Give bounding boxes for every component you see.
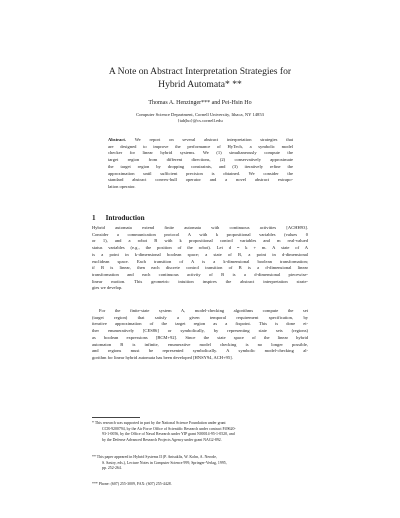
body-line: and regions must be represented symbolically. A symbolic model-checking al- bbox=[92, 348, 308, 354]
affiliation-line: Computer Science Department, Cornell University, Ithaca, NY 14853 bbox=[136, 112, 264, 117]
body-line: For the finite-state system A, model-checking algorithms compute the set bbox=[99, 308, 308, 313]
footnote-line: *** Phone: (607) 255-3009, FAX: (607) 255-4428. bbox=[92, 482, 172, 486]
footnote-contact bbox=[92, 482, 308, 488]
abstract-line: lation operator. bbox=[108, 183, 136, 189]
footnote-line: * This research was supported in part by the National Science Foundation under grant bbox=[92, 421, 226, 425]
body-line: if B is linear, then each discrete control transition of B is a d-dimensional linear bbox=[92, 265, 308, 271]
footnote-line: CCR-9200794, by the Air Force Office of Scientific Research under contract F49620- bbox=[102, 426, 236, 431]
body-line: gies we develop. bbox=[92, 285, 123, 291]
body-line: Consider a communication protocol A with k propositional variables (values 0 bbox=[92, 231, 308, 237]
body-line: gorithm for linear hybrid automata has been developed [HNSY94, ACH+95]. bbox=[92, 354, 233, 360]
abstract-label: Abstract. bbox=[108, 137, 127, 142]
footnote-line: pp. 252-264. bbox=[102, 466, 122, 471]
body-line: Hybrid automata extend finite automata with continuous activities [ACHH93]. bbox=[92, 225, 308, 230]
body-line: euclidean space. Each transition of A is a k-dimensional boolean transformation; bbox=[92, 258, 308, 264]
abstract bbox=[108, 137, 293, 191]
abstract-line: target region from different directions, (2) conservatively approximate bbox=[108, 157, 293, 163]
body-line: as boolean expressions [BCM+92]. Since the state space of the linear hybrid bbox=[92, 334, 308, 340]
section-title: Introduction bbox=[105, 214, 145, 222]
section-number: 1 bbox=[92, 214, 96, 222]
body-line: is a point in k-dimensional boolean space; a state of B, a point in d-dimensional bbox=[92, 251, 308, 257]
section-heading bbox=[92, 214, 145, 222]
footnote-rule bbox=[92, 417, 140, 418]
footnote-line: by the Defense Advanced Research Projects Agency under grant NAG2-892. bbox=[102, 438, 222, 443]
title-line: A Note on Abstract Interpretation Strategies for bbox=[108, 66, 292, 77]
affiliation bbox=[60, 112, 340, 125]
email-line: {tah|ho}@cs.cornell.edu bbox=[177, 118, 223, 124]
paper-title bbox=[60, 66, 340, 91]
abstract-line: the target region by dropping constraints, and (3) iteratively refine the bbox=[108, 163, 293, 169]
paragraph-2 bbox=[92, 308, 308, 362]
abstract-line: approximation until sufficient precision is obtained. We consider the bbox=[108, 170, 293, 176]
abstract-line: checker for linear hybrid systems. We (1) simultaneously compute the bbox=[108, 150, 293, 156]
author-list: Thomas A. Henzinger*** and Pei-Hsin Ho bbox=[148, 100, 252, 106]
title-line: Hybrid Automata* ** bbox=[158, 78, 242, 90]
footnote-line: S. Sastry, eds.), Lecture Notes in Computer Science 999, Springer-Verlag, 1995, bbox=[102, 460, 227, 465]
abstract-line: are designed to improve the performance of HyTech, a symbolic model bbox=[108, 143, 293, 149]
body-line: status variables (e.g., the position of the robot). Let d = k + m. A state of A bbox=[92, 245, 308, 251]
footnote-publication bbox=[92, 455, 308, 472]
abstract-line: standard abstract convex-hull operator and a novel abstract extrapo- bbox=[108, 177, 293, 183]
body-line: linear motion. This geometric intuition inspires the abstract interpretation strate- bbox=[92, 278, 308, 284]
abstract-line bbox=[108, 137, 293, 144]
body-line: (target region) that satisfy a given temporal requirement specification, by bbox=[92, 314, 308, 320]
paragraph-1 bbox=[92, 225, 308, 292]
body-line: or 1), and a robot B with k propositional control variables and m real-valued bbox=[92, 238, 308, 244]
body-line: ther enumeratively [CES86] or symbolically, by representing state sets (regions) bbox=[92, 328, 308, 334]
abstract-first-text: We report on several abstract interpretation strategies that bbox=[126, 137, 293, 142]
footnote-line: 93-1-0056, by the Office of Naval Research under YIP grant N00014-95-1-0520, and bbox=[102, 432, 235, 437]
body-line: transformation and each continuous activity of B is a d-dimensional piecewise- bbox=[92, 271, 308, 277]
footnote-funding bbox=[92, 421, 308, 444]
body-line: iterative approximation of the target region as a fixpoint. This is done ei- bbox=[92, 321, 308, 327]
body-line: automaton B is infinite, enumerative model checking is no longer possible, bbox=[92, 341, 308, 347]
footnote-line: ** This paper appeared in Hybrid Systems II (P. Antsaklis, W. Kohn, A. Nerode, bbox=[92, 455, 217, 459]
